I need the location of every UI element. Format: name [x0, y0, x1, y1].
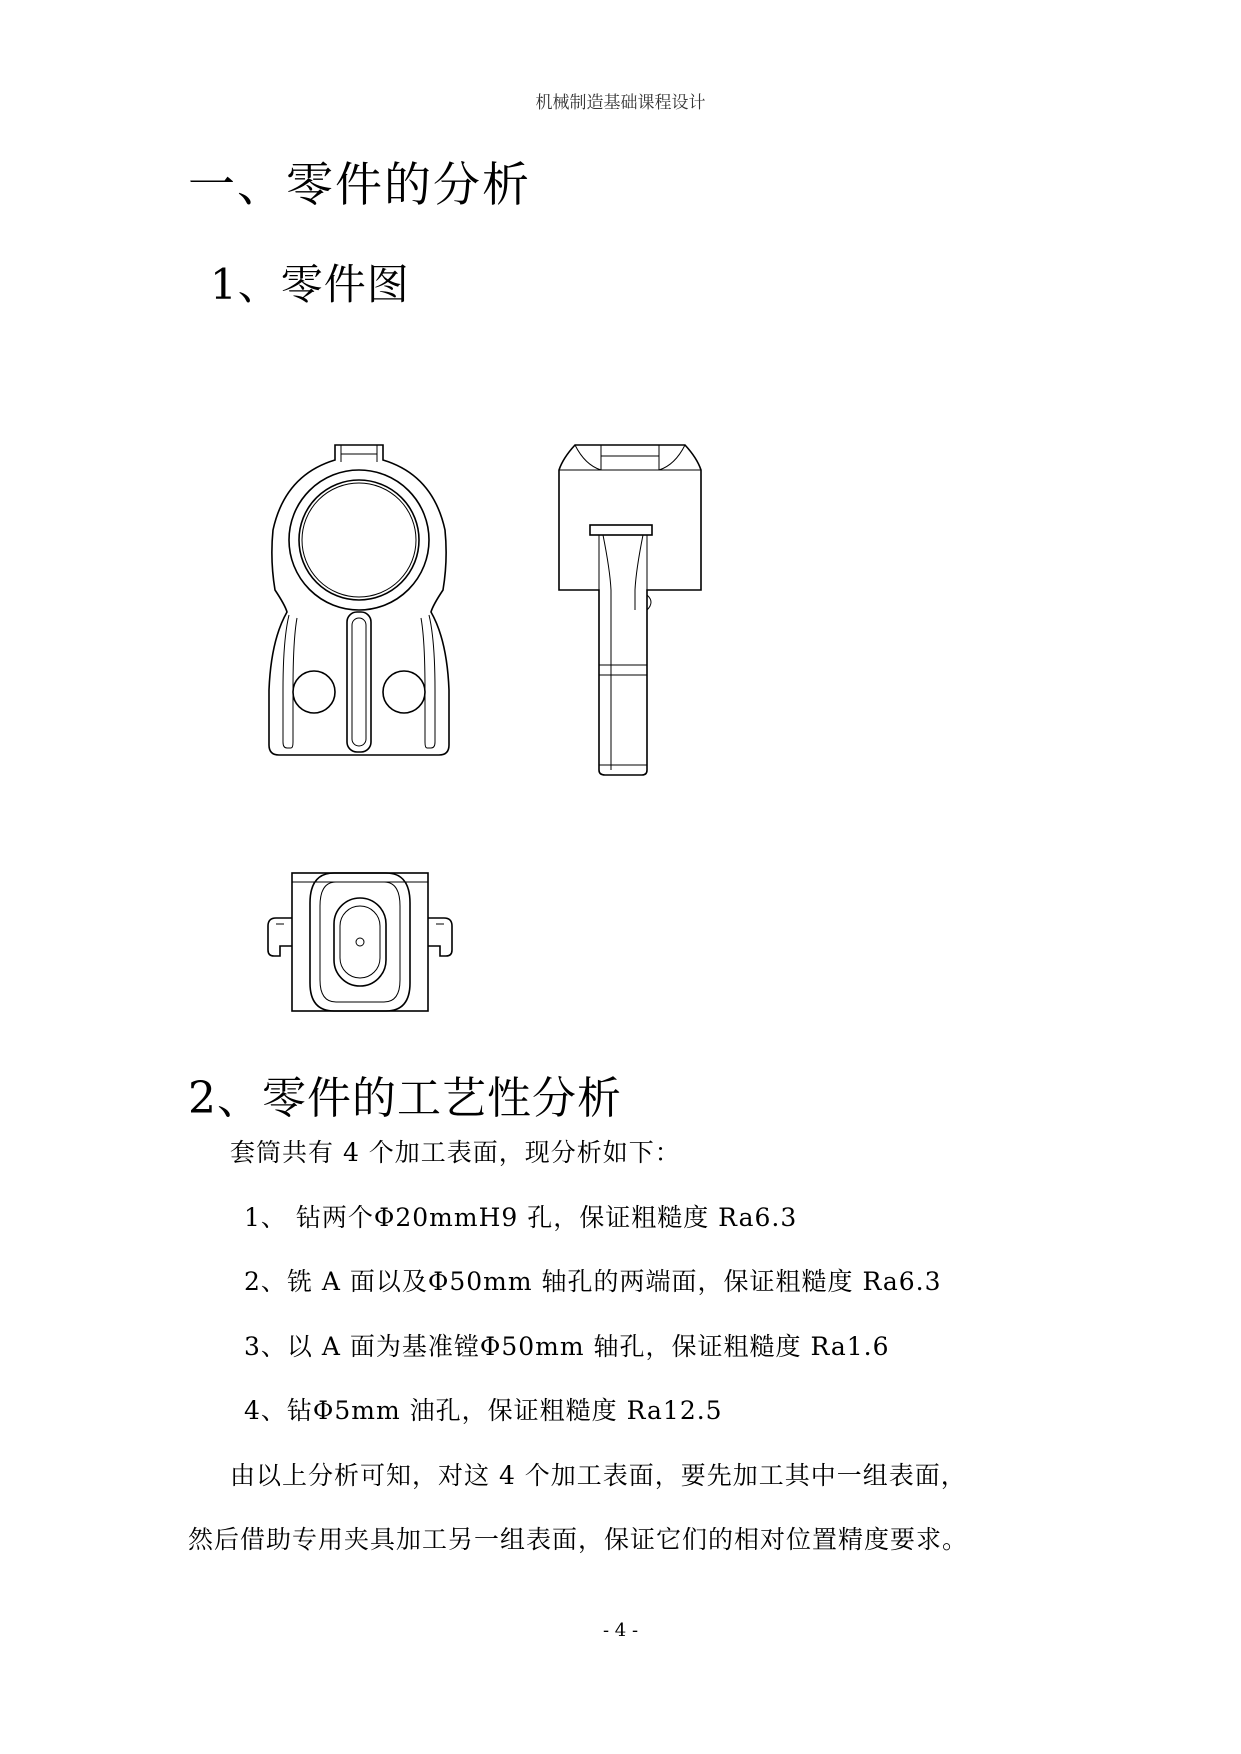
- part-drawing-side-view: [555, 440, 715, 780]
- list-item: 1、 钻两个Φ20mmH9 孔，保证粗糙度 Ra6.3: [244, 1203, 798, 1232]
- page-header: 机械制造基础课程设计: [535, 93, 706, 113]
- intro-paragraph: 套筒共有 4 个加工表面，现分析如下：: [230, 1138, 681, 1167]
- list-item: 4、钻Φ5mm 油孔，保证粗糙度 Ra12.5: [244, 1396, 723, 1425]
- part-drawing-front-view: [265, 440, 465, 780]
- list-item: 3、以 A 面为基准镗Φ50mm 轴孔，保证粗糙度 Ra1.6: [244, 1332, 890, 1361]
- page-number: - 4 -: [602, 1620, 639, 1641]
- conclusion-paragraph-continued: 然后借助专用夹具加工另一组表面，保证它们的相对位置精度要求。: [188, 1525, 969, 1554]
- section-heading: 一、零件的分析: [188, 158, 531, 213]
- list-item: 2、铣 A 面以及Φ50mm 轴孔的两端面，保证粗糙度 Ra6.3: [244, 1267, 942, 1296]
- conclusion-paragraph: 由以上分析可知，对这 4 个加工表面，要先加工其中一组表面，: [230, 1461, 967, 1490]
- section-heading-process-analysis: 2、零件的工艺性分析: [188, 1073, 622, 1124]
- subsection-heading: 1、零件图: [210, 260, 410, 309]
- part-drawing-top-view: [262, 868, 462, 1018]
